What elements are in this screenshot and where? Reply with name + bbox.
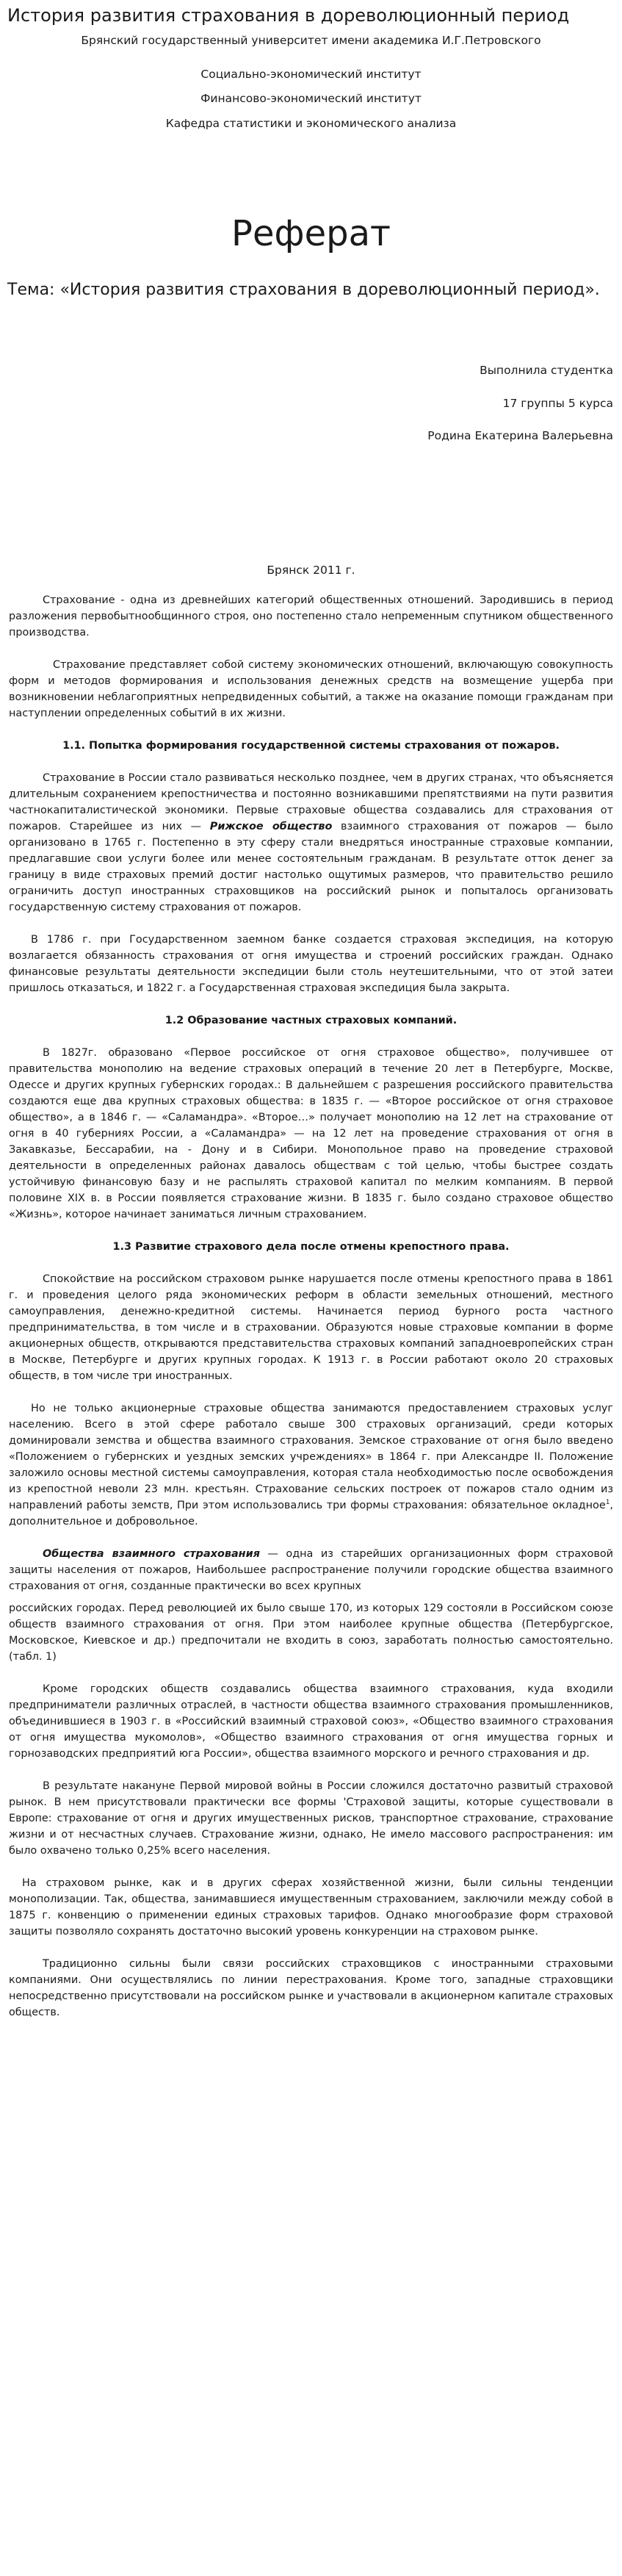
institute-financial-economic: Финансово-экономический институт [200,92,422,105]
paragraph: Но не только акционерные страховые общества занимаются предоставлением страховых услуг населению. Всего в этой сфере работало свыше 300 страховых организаций, среди которых доминировали земства и общества взаимного страхования. Земское страхование от огня было введено «Положением о губернских и уездных земских учреждениях» в 1864 г. при Александре II. Положение заложило основы местной системы самоуправления, которая стала необходимостью после освобождения из крепостной неволи 23 млн. крестьян. Страхование сельских построек от пожаров стало одним из направлений работы земств, При этом использовались три формы страхования: обязательное окладное$^1$, дополнительное и добровольное. [9,1403,613,1528]
document-title: История развития страхования в дореволюционный период [7,5,570,26]
institute-socio-economic: Социально-экономический институт [200,68,422,81]
department-name: Кафедра статистики и экономического анализа [165,117,457,130]
essay-body [9,592,613,2037]
paragraph: На страховом рынке, как и в других сферах хозяйственной жизни, были сильны тенденции монополизации. Так, общества, занимавшиеся имущественным страхованием, заключили между собой в 1875 г. конвенцию о применении единых страховых тарифов. Однако многообразие форм страховой защиты позволяло сохранять достаточно высокий уровень конкуренции на страховом рынке. [9,1877,613,1938]
section-heading-1-3: 1.3 Развитие страхового дела после отмены крепостного права. [112,1241,510,1253]
paragraph: Общества взаимного страхования — одна из старейших организационных форм страховой защиты населения от пожаров, Наибольшее распространение получили городские общества взаимного страхования от огня, созданные практически во всех крупных [9,1548,613,1592]
paragraph: Традиционно сильны были связи российских страховщиков с иностранными страховыми компаниями. Они осуществлялись по линии перестрахования. Кроме того, западные страховщики непосредственно присутствовали на российском рынке и участвовали в акционерном капитале страховых обществ. [9,1958,613,2018]
section-heading-1-1: 1.1. Попытка формирования государственной системы страхования от пожаров. [62,740,560,752]
paragraph: Спокойствие на российском страховом рынке нарушается после отмены крепостного права в 1861 г. и проведения целого ряда экономических реформ в области земельных отношений, местного самоуправления, денежно-кредитной системы. Начинается период бурного роста частного предпринимательства, в том числе и в страховании. Образуются новые страховые компании в форме акционерных обществ, открываются представительства страховых компаний западноевропейских стран в Москве, Петербурге и других крупных городах. К 1913 г. в России работают около 20 страховых обществ, в том числе три иностранных. [9,1273,613,1382]
author-line-1: Выполнила студентка [480,364,613,377]
university-name: Брянский государственный университет имени академика И.Г.Петровского [81,34,541,47]
emphasis: Рижское общество [209,821,333,832]
author-line-2: 17 группы 5 курса [502,397,613,410]
paragraph: Страхование - одна из древнейших категорий общественных отношений. Зародившись в период разложения первобытнообщинного строя, оно постепенно стало непременным спутником общественного производства. [9,594,613,638]
author-name: Родина Екатерина Валерьевна [427,429,613,442]
paragraph: российских городах. Перед революцией их было свыше 170, из которых 129 состояли в Российском союзе обществ взаимного страхования от огня. При этом наиболее крупные общества (Петербургское, Московское, Киевское и др.) предпочитали не входить в союз, заработать полностью самостоятельно. (табл. 1) [9,1602,613,1663]
paragraph: В 1827г. образовано «Первое российское от огня страховое общество», получившее от правительства монополию на ведение страховых операций в течение 20 лет в Петербурге, Москве, Одессе и других крупных губернских городах.: В дальнейшем с разрешения российского правительства создаются еще два крупных страховых общества: в 1835 г. — «Второе российское от огня страховое общество», а в 1846 г. — «Саламандра». «Второе…» получает монополию на 12 лет на страхование от огня в 40 губерниях России, а «Саламандра» — на 12 лет на проведение страхования от огня в Закавказье, Бессарабии, на - Дону и в Сибири. Монопольное право на проведение страховой деятельности в определенных районах давалось обществам с той целью, чтобы быстрее создать устойчивую финансовую базу и не распылять страховой капитал по мелким компаниям. В первой половине XIX в. в России появляется страхование жизни. В 1835 г. было создано страховое общество «Жизнь», которое начинает заниматься личным страхованием. [9,1047,613,1220]
paragraph: Страхование в России стало развиваться несколько позднее, чем в других странах, что объясняется длительным сохранением крепостничества и постоянно возникавшими препятствиями на пути развития частнокапиталистической экономики. Первые страховые общества создавались для страхования от пожаров. Старейшее из них — Рижское общество взаимного страхования от пожаров — было организовано в 1765 г. Постепенно в эту сферу стали внедряться иностранные страховые компании, предлагавшие свои услуги более или менее состоятельным гражданам. В результате отток денег за границу в виде страховых премий достиг настолько ощутимых размеров, что правительство решило ограничить доступ иностранных страховщиков на российский рынок и попыталось организовать государственную систему страхования от пожаров. [9,772,613,913]
essay-title: Реферат [231,213,391,254]
essay-topic: Тема: «История развития страхования в дореволюционный период». [7,281,600,299]
paragraph: Страхование представляет собой систему экономических отношений, включающую совокупность форм и методов формирования и использования денежных средств на возмещение ущерба при возникновении неблагоприятных непредвиденных событий, а также на оказание помощи гражданам при наступлении определенных событий в их жизни. [9,659,613,719]
section-heading-1-2: 1.2 Образование частных страховых компаний. [164,1015,458,1026]
city-year: Брянск 2011 г. [267,564,355,577]
footnote-marker: 1 [605,1499,610,1507]
paragraph: В 1786 г. при Государственном заемном банке создается страховая экспедиция, на которую возлагается обязанность страхования от огня имущества и строений российских граждан. Однако финансовые результаты деятельности экспедиции были столь неутешительными, что от этой затеи пришлось отказаться, и 1822 г. а Государственная страховая экспедиция была закрыта. [9,934,613,994]
emphasis: Общества взаимного страхования [43,1548,260,1560]
paragraph: Кроме городских обществ создавались общества взаимного страхования, куда входили предприниматели различных отраслей, в частности общества взаимного страхования промышленников, объединившиеся в 1903 г. в «Российский взаимный страховой союз», «Общество взаимного страхования от огня имущества мукомолов», «Общество взаимного страхования от огня имущества горных и горнозаводских предприятий юга России», общества взаимного морского и речного страхования и др. [9,1683,613,1760]
paragraph: В результате накануне Первой мировой войны в России сложился достаточно развитый страховой рынок. В нем присутствовали практически все формы 'Страховой защиты, которые существовали в Европе: страхование от огня и других имущественных рисков, транспортное страхование, страхование жизни и от несчастных случаев. Страхование жизни, однако, Не имело массового распространения: им было охвачено только 0,25% всего населения. [9,1780,613,1857]
